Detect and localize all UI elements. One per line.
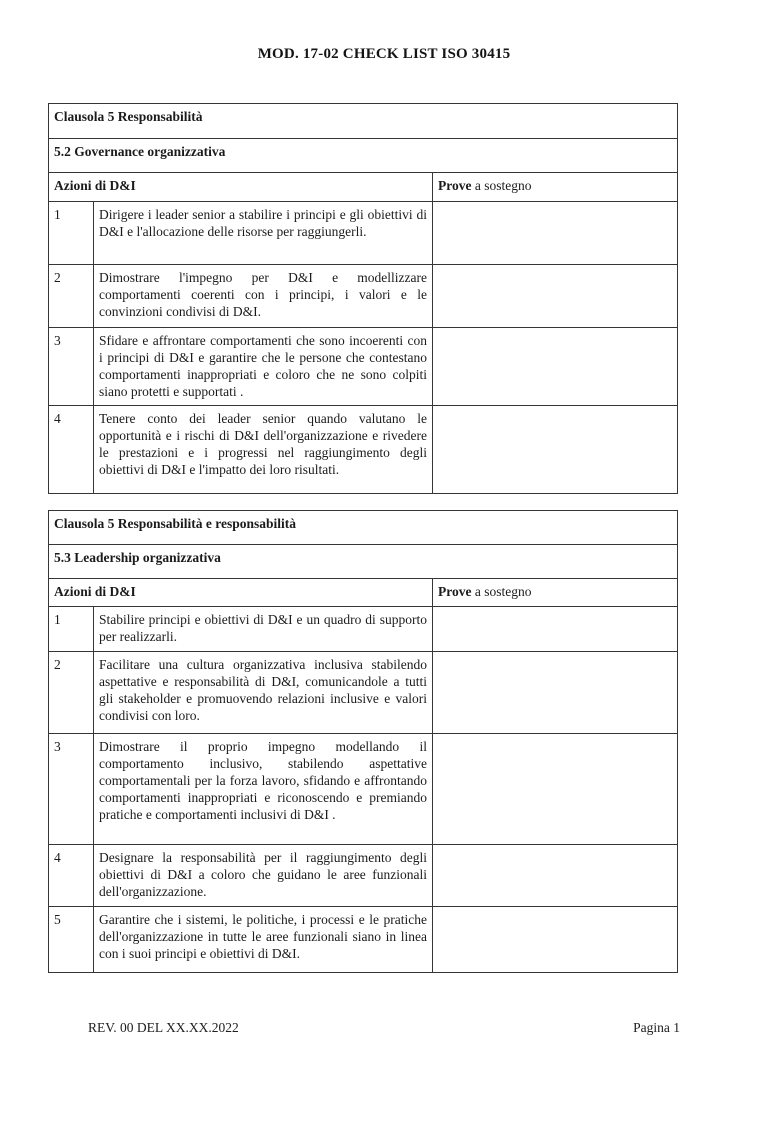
- clause-heading: Clausola 5 Responsabilità: [49, 104, 678, 139]
- column-header-row: [49, 173, 678, 202]
- evidence-header-bold: Prove: [438, 178, 472, 193]
- evidence-cell: [433, 651, 678, 733]
- action-text: Dimostrare l'impegno per D&I e modellizzare comportamenti coerenti con i principi, i valori e le convinzioni condivisi di D&I.: [94, 265, 433, 328]
- evidence-cell: [433, 844, 678, 906]
- evidence-cell: [433, 202, 678, 265]
- actions-column-header: Azioni di D&I: [49, 578, 433, 606]
- action-text: Garantire che i sistemi, le politiche, i processi e le pratiche dell'organizzazione in tutte le aree funzionali siano in linea con i suoi principi e obiettivi di D&I.: [94, 906, 433, 972]
- table-row: [49, 202, 678, 265]
- action-text: Tenere conto dei leader senior quando valutano le opportunità e i rischi di D&I dell'organizzazione e rivedere le prestazioni e i progressi nel raggiungimento degli obiettivi di D&I e l'impatto dei loro risultati.: [94, 405, 433, 493]
- evidence-cell: [433, 265, 678, 328]
- table-row: [49, 844, 678, 906]
- row-number: 2: [49, 265, 94, 328]
- table-row: [49, 733, 678, 844]
- action-text: Dirigere i leader senior a stabilire i principi e gli obiettivi di D&I e l'allocazione delle risorse per raggiungerli.: [94, 202, 433, 265]
- document-title: MOD. 17-02 CHECK LIST ISO 30415: [257, 46, 511, 62]
- action-text: Facilitare una cultura organizzativa inclusiva stabilendo aspettative e responsabilità di D&I, comunicandole a tutti gli stakeholder e promuovendo relazioni inclusive e valori condivisi con loro.: [94, 651, 433, 733]
- evidence-cell: [433, 606, 678, 651]
- document-page: [0, 46, 768, 1036]
- row-number: 1: [49, 606, 94, 651]
- section-heading: 5.2 Governance organizzativa: [49, 139, 678, 173]
- evidence-header-rest: a sostegno: [471, 178, 532, 193]
- table-row: [49, 651, 678, 733]
- table-row: [49, 606, 678, 651]
- clause-row: [49, 104, 678, 139]
- action-text: Dimostrare il proprio impegno modellando il comportamento inclusivo, stabilendo aspettative comportamentali per la forza lavoro, sfidando e affrontando comportamenti inappropriati e riconoscendo e premiando pratiche e comportamenti inclusivi di D&I .: [94, 733, 433, 844]
- column-header-row: [49, 578, 678, 606]
- evidence-column-header: [433, 578, 678, 606]
- evidence-header-bold: Prove: [438, 583, 472, 599]
- evidence-cell: [433, 906, 678, 972]
- evidence-cell: [433, 328, 678, 406]
- table-row: [49, 405, 678, 493]
- section-row: [49, 139, 678, 173]
- row-number: 3: [49, 328, 94, 406]
- section-heading: 5.3 Leadership organizzativa: [49, 544, 678, 578]
- row-number: 4: [49, 405, 94, 493]
- evidence-header-rest: a sostegno: [471, 583, 532, 599]
- action-text: Designare la responsabilità per il raggiungimento degli obiettivi di D&I a coloro che guidano le aree funzionali dell'organizzazione.: [94, 844, 433, 906]
- checklist-table-5-2: [48, 103, 678, 494]
- table-row: [49, 906, 678, 972]
- page-footer: [88, 1020, 680, 1036]
- row-number: 4: [49, 844, 94, 906]
- footer-revision: REV. 00 DEL XX.XX.2022: [88, 1019, 239, 1035]
- section-row: [49, 544, 678, 578]
- evidence-cell: [433, 405, 678, 493]
- actions-column-header: Azioni di D&I: [49, 173, 433, 202]
- row-number: 1: [49, 202, 94, 265]
- row-number: 5: [49, 906, 94, 972]
- table-row: [49, 265, 678, 328]
- clause-row: [49, 510, 678, 544]
- footer-page-number: Pagina 1: [633, 1019, 680, 1035]
- action-text: Stabilire principi e obiettivi di D&I e un quadro di supporto per realizzarli.: [94, 606, 433, 651]
- action-text: Sfidare e affrontare comportamenti che sono incoerenti con i principi di D&I e garantire che le persone che contestano comportamenti inappropriati e coloro che ne sono colpiti siano protetti e supportati .: [94, 328, 433, 406]
- checklist-table-5-3: [48, 510, 678, 973]
- clause-heading: Clausola 5 Responsabilità e responsabilità: [49, 510, 678, 544]
- row-number: 3: [49, 733, 94, 844]
- evidence-column-header: [433, 173, 678, 202]
- row-number: 2: [49, 651, 94, 733]
- table-row: [49, 328, 678, 406]
- evidence-cell: [433, 733, 678, 844]
